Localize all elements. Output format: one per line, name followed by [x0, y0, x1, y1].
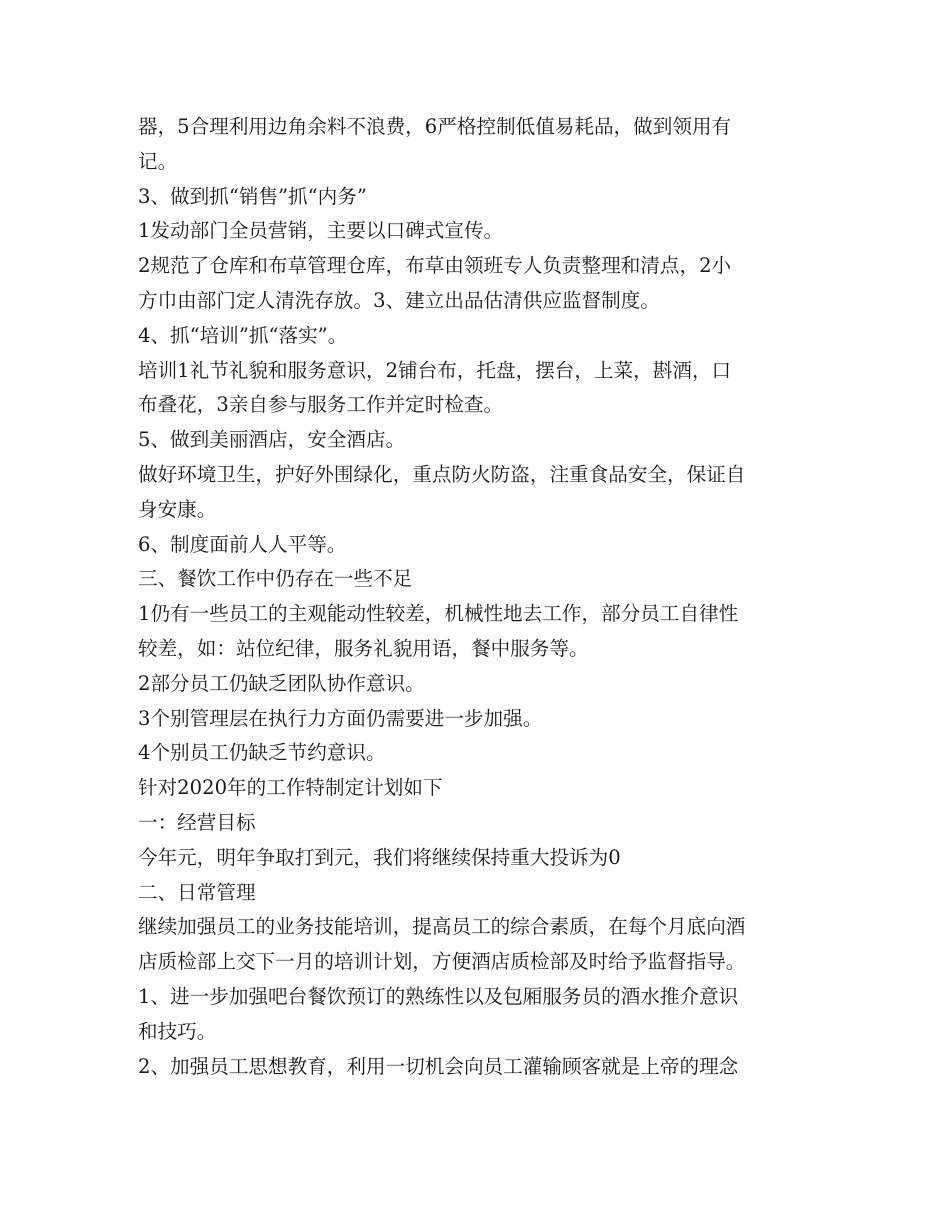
text-line: 2规范了仓库和布草管理仓库，布草由领班专人负责整理和清点，2小: [138, 254, 732, 278]
text-line: 培训1礼节礼貌和服务意识，2铺台布，托盘，摆台，上菜，斟酒，口: [138, 358, 732, 382]
text-line: 4个别员工仍缺乏节约意识。: [138, 741, 386, 765]
text-line: 2部分员工仍缺乏团队协作意识。: [138, 671, 425, 695]
text-line: 1仍有一些员工的主观能动性较差，机械性地去工作，部分员工自律性: [138, 602, 739, 626]
text-line: 做好环境卫生，护好外围绿化，重点防火防盗，注重食品安全，保证自: [138, 462, 746, 486]
text-line: 记。: [138, 149, 178, 173]
text-line: 布叠花，3亲自参与服务工作并定时检查。: [138, 393, 504, 417]
text-line: 6、制度面前人人平等。: [138, 532, 347, 556]
text-line: 店质检部上交下一月的培训计划，方便酒店质检部及时给予监督指导。: [138, 950, 746, 974]
text-line: 今年元，明年争取打到元，我们将继续保持重大投诉为0: [138, 845, 621, 869]
text-line: 三、餐饮工作中仍存在一些不足: [138, 567, 413, 591]
text-line: 和技巧。: [138, 1019, 217, 1043]
text-line: 3、做到抓“销售”抓“内务”: [138, 184, 367, 208]
text-line: 较差，如：站位纪律，服务礼貌用语，餐中服务等。: [138, 636, 589, 660]
text-line: 方巾由部门定人清洗存放。3、建立出品估清供应监督制度。: [138, 288, 660, 312]
text-line: 3个别管理层在执行力方面仍需要进一步加强。: [138, 706, 543, 730]
text-line: 器，5合理利用边角余料不浪费，6严格控制低值易耗品，做到领用有: [138, 115, 732, 138]
text-line: 4、抓“培训”抓“落实”。: [138, 323, 348, 347]
document-body: [138, 110, 818, 1084]
text-line: 二、日常管理: [138, 880, 256, 904]
text-line: 针对2020年的工作特制定计划如下: [138, 776, 443, 800]
text-line: 身安康。: [138, 497, 217, 521]
text-line: 1发动部门全员营销，主要以口碑式宣传。: [138, 219, 504, 243]
text-line: 1、进一步加强吧台餐饮预订的熟练性以及包厢服务员的酒水推介意识: [138, 984, 739, 1008]
text-line: 一：经营目标: [138, 810, 256, 834]
text-line: 2、加强员工思想教育，利用一切机会向员工灌输顾客就是上帝的理念: [138, 1054, 739, 1078]
text-line: 5、做到美丽酒店，安全酒店。: [138, 428, 406, 452]
text-line: 继续加强员工的业务技能培训，提高员工的综合素质，在每个月底向酒: [138, 915, 746, 939]
